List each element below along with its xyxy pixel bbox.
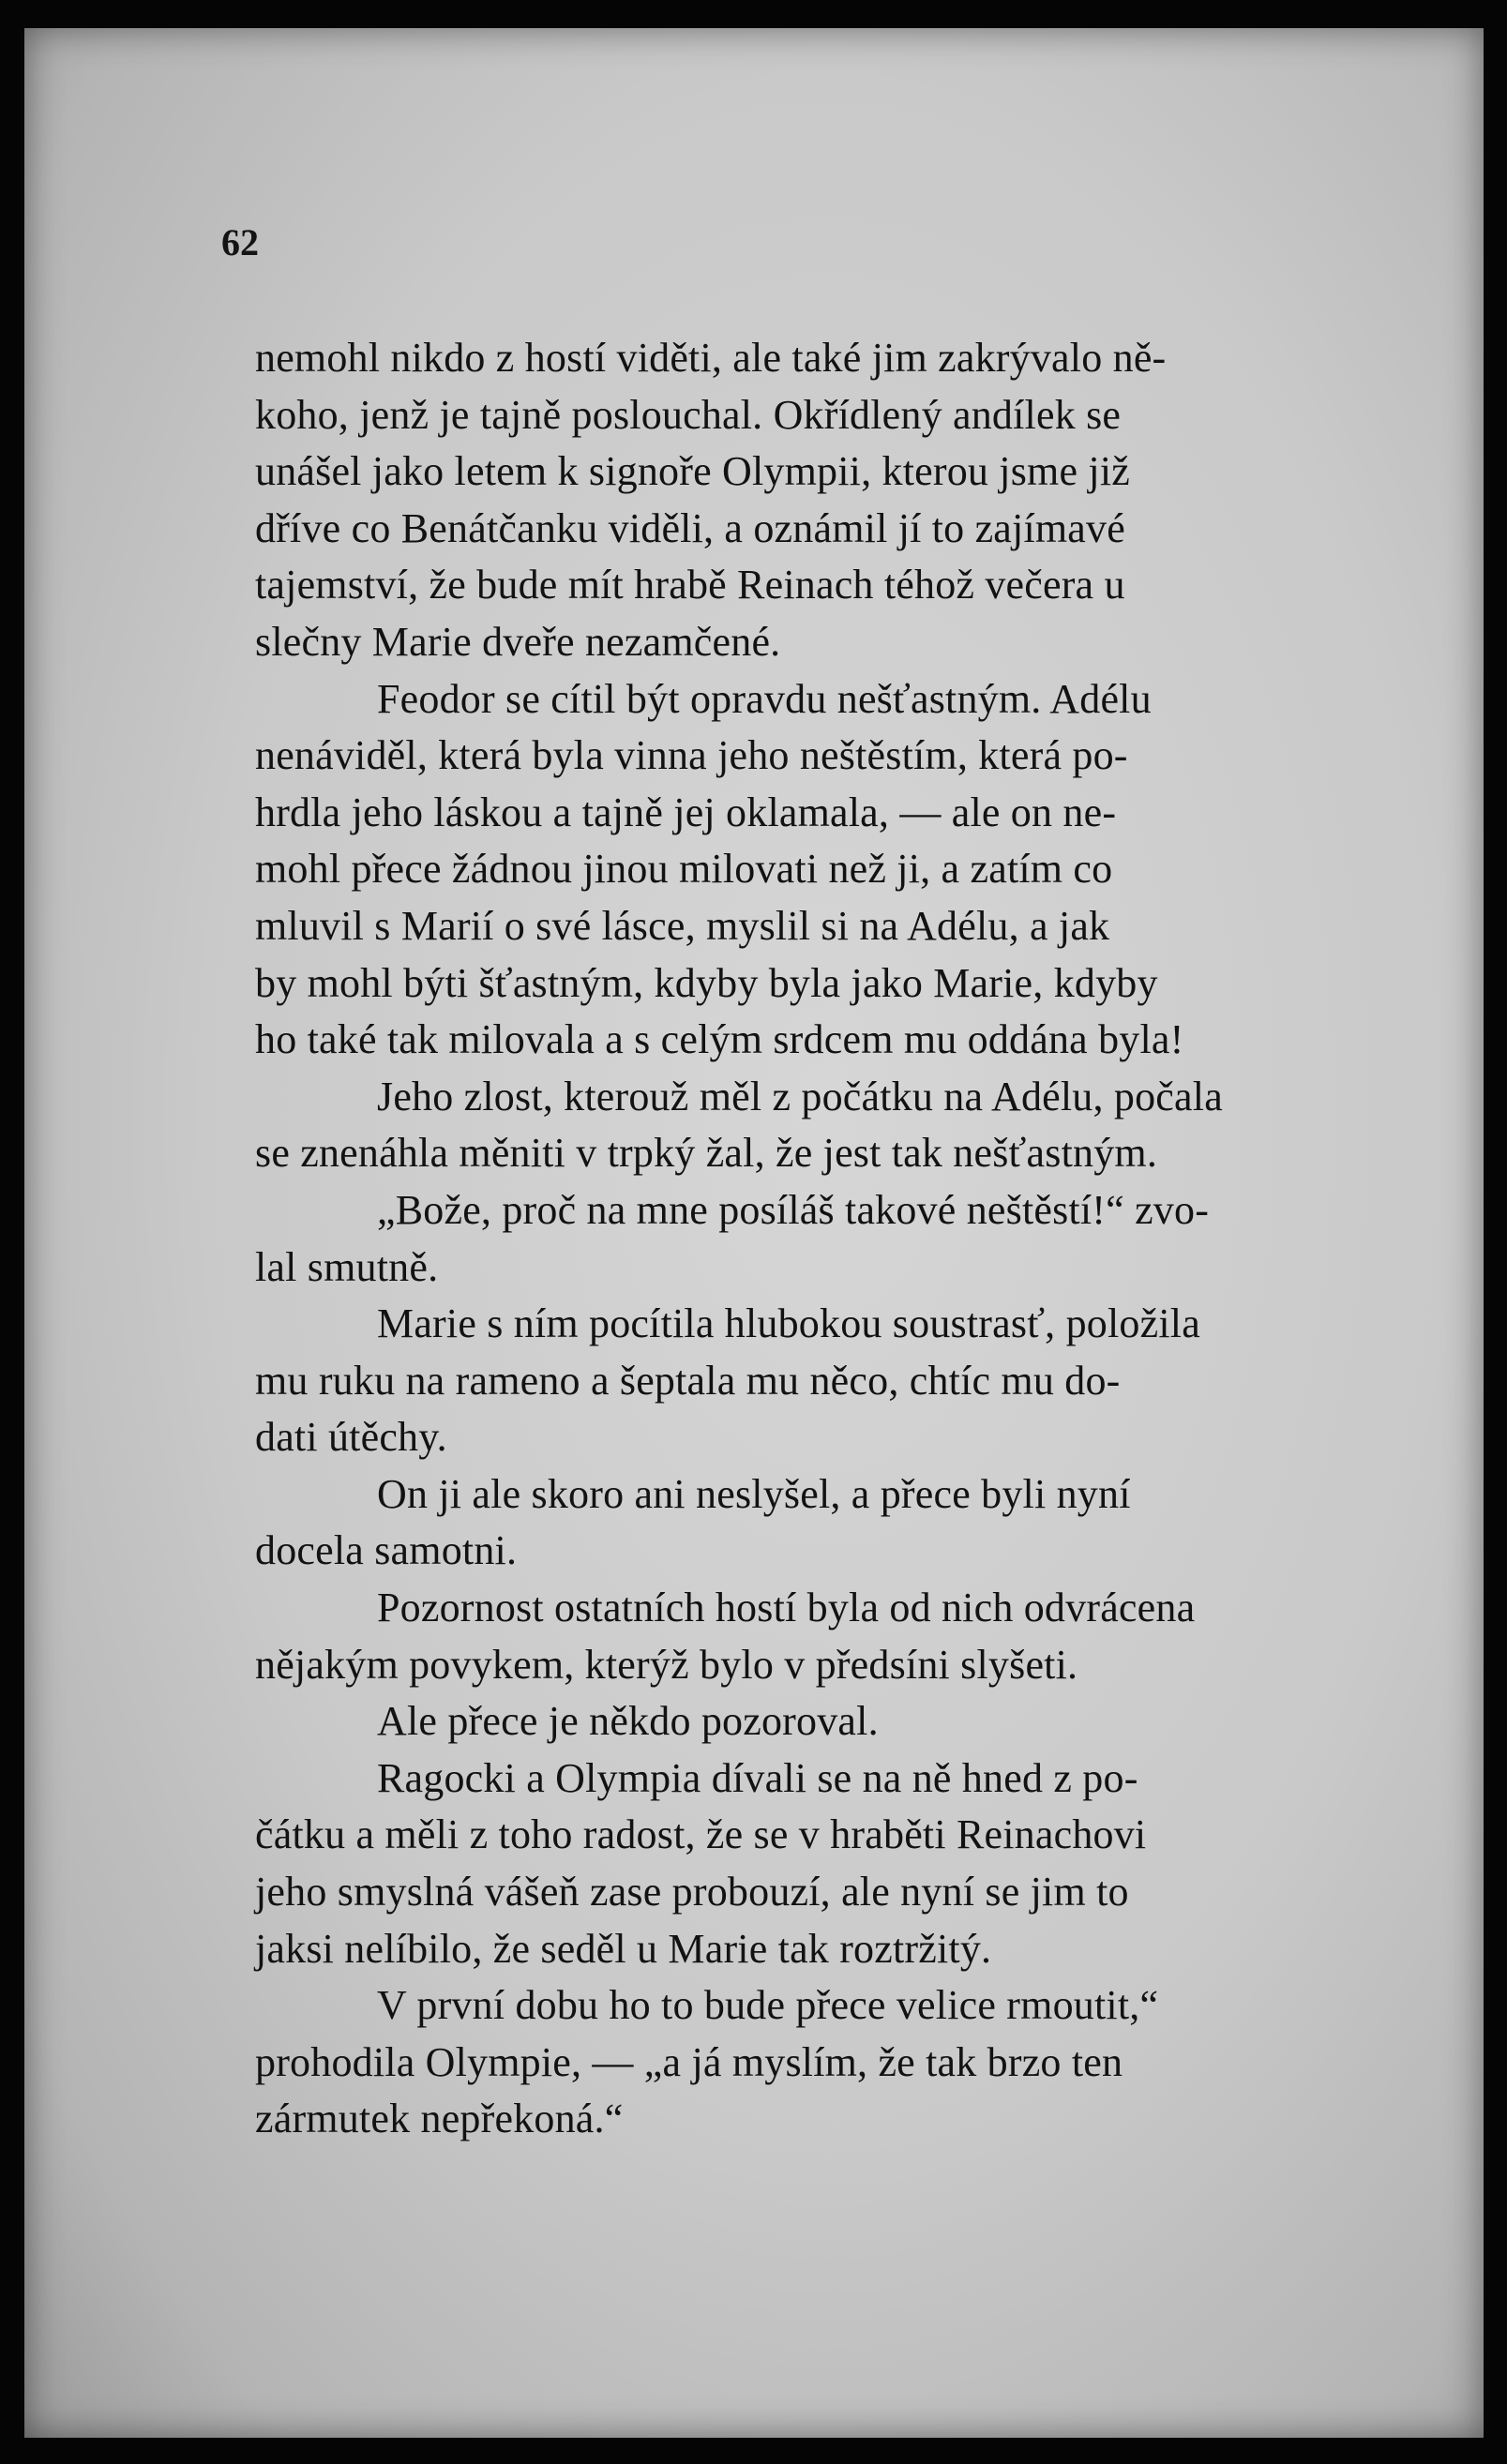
text-line: dříve co Benátčanku viděli, a oznámil jí to zajímavé [255,504,1125,551]
text-line: On ji ale skoro ani neslyšel, a přece byli nyní [377,1470,1131,1517]
text-line: dati útěchy. [255,1414,447,1461]
text-line: se znenáhla měniti v trpký žal, že jest tak nešťastným. [255,1130,1158,1177]
text-line: nemohl nikdo z hostí viděti, ale také jim zakrývalo ně- [255,335,1167,381]
text-line: slečny Marie dveře nezamčené. [255,618,781,665]
text-line: jeho smyslná vášeň zase probouzí, ale nyní se jim to [255,1869,1129,1916]
text-line: čátku a měli z toho radost, že se v hraběti Reinachovi [255,1811,1147,1858]
text-line: Feodor se cítil být opravdu nešťastným. Adélu [377,675,1152,722]
text-line: zármutek nepřekoná.“ [255,2096,624,2142]
text-line: by mohl býti šťastným, kdyby byla jako Marie, kdyby [255,959,1158,1006]
text-line: mluvil s Marií o své lásce, myslil si na Adélu, a jak [255,902,1110,949]
text-line: jaksi nelíbilo, že seděl u Marie tak roztržitý. [255,1925,992,1972]
text-line: hrdla jeho láskou a tajně jej oklamala, — ale on ne- [255,789,1117,835]
text-line: V první dobu ho to bude přece velice rmoutit,“ [377,1982,1159,2029]
text-line: nějakým povykem, kterýž bylo v předsíni slyšeti. [255,1641,1078,1688]
text-line: docela samotni. [255,1527,518,1574]
text-line: Pozornost ostatních hostí byla od nich odvrácena [377,1585,1196,1631]
text-line: ho také tak milovala a s celým srdcem mu oddána byla! [255,1016,1184,1063]
text-line: mu ruku na rameno a šeptala mu něco, chtíc mu do- [255,1357,1121,1404]
text-line: lal smutně. [255,1243,439,1290]
page-text [255,330,1418,2148]
book-page [24,28,1484,2438]
text-line: tajemství, že bude mít hrabě Reinach téhož večera u [255,562,1125,608]
text-line: Ale přece je někdo pozoroval. [377,1698,879,1745]
text-line: unášel jako letem k signoře Olympii, kterou jsme již [255,448,1130,495]
text-line: prohodila Olympie, — „a já myslím, že tak brzo ten [255,2038,1123,2085]
page-number: 62 [221,221,259,263]
text-line: Jeho zlost, kterouž měl z počátku na Adélu, počala [377,1073,1223,1119]
text-line: nenáviděl, která byla vinna jeho neštěstím, která po- [255,732,1128,779]
text-line: mohl přece žádnou jinou milovati než ji, a zatím co [255,846,1113,893]
text-line: koho, jenž je tajně poslouchal. Okřídlený andílek se [255,391,1122,438]
text-line: Ragocki a Olympia dívali se na ně hned z po- [377,1754,1138,1801]
text-line: „Bože, proč na mne posíláš takové neštěstí!“ zvo- [377,1186,1210,1233]
text-line: Marie s ním pocítila hlubokou soustrasť, položila [377,1300,1200,1347]
